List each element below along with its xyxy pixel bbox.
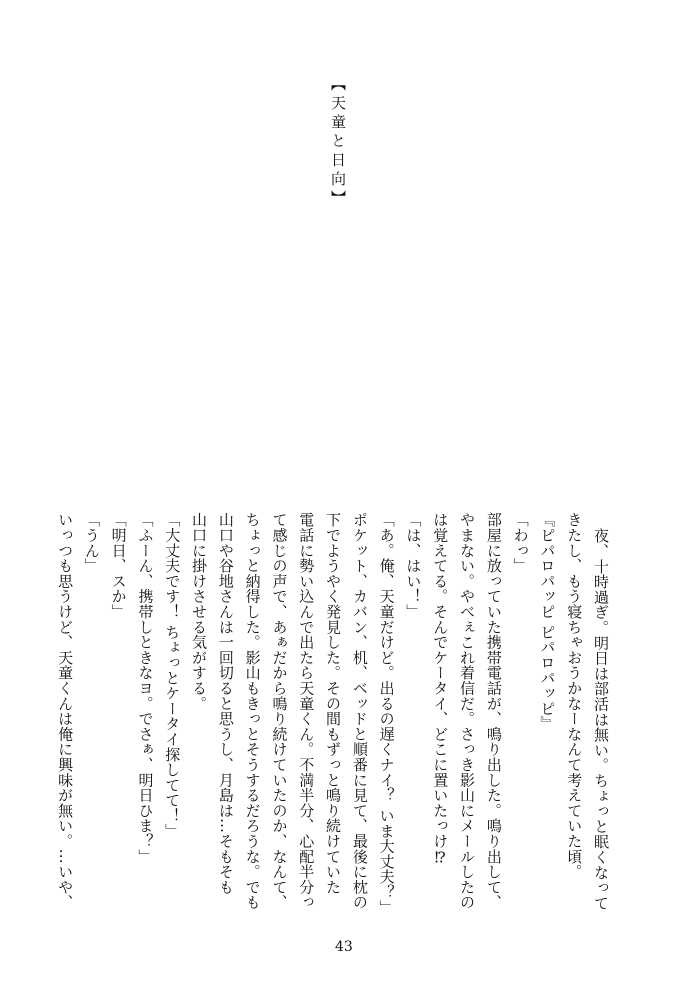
text-line: 「あ。俺、天童だけど。出るの遅くナイ？ いま大丈夫？」 bbox=[377, 512, 396, 915]
text-line: 「明日、スか」 bbox=[109, 512, 128, 620]
text-line: きたし、もう寝ちゃおうかなーなんて考えていた頃。 bbox=[565, 512, 584, 880]
text-line: 「わっ」 bbox=[511, 512, 530, 574]
chapter-title: 【天童と日向】 bbox=[329, 76, 347, 209]
text-line: は覚えてる。そんでケータイ、どこに置いたっけ⁉ bbox=[431, 512, 450, 867]
text-line: 「ふーん、携帯しときなヨ。でさぁ、明日ひま？」 bbox=[136, 512, 155, 864]
text-line: やまない。やべぇこれ着信だ。さっき影山にメールしたの bbox=[458, 512, 477, 910]
text-line: 「うん」 bbox=[82, 512, 101, 574]
text-line: 電話に勢い込んで出たら天童くん。不満半分、心配半分っ bbox=[297, 512, 316, 910]
text-line: 部屋に放っていた携帯電話が、鳴り出した。鳴り出して、 bbox=[484, 512, 503, 910]
text-line: 「は、はい！」 bbox=[404, 512, 423, 620]
text-line: 夜、十時過ぎ。明日は部活は無い。ちょっと眠くなって bbox=[592, 528, 610, 911]
body-text bbox=[51, 512, 614, 915]
text-line: 下でようやく発見した。その間もずっと鳴り続けていた bbox=[324, 512, 343, 895]
text-line: 「大丈夫です！ ちょっとケータイ探してて！」 bbox=[163, 512, 182, 839]
text-line: ポケット、カバン、机、ベッドと順番に見て、最後に枕の bbox=[350, 512, 369, 910]
text-line: いっつも思うけど、天童くんは俺に興味が無い。…いや、 bbox=[56, 512, 75, 910]
page-number: 43 bbox=[335, 939, 353, 955]
text-line: ちょっと納得した。影山もきっとそうするだろうな。でも bbox=[243, 512, 262, 910]
text-line: て感じの声で、あぁだから鳴り続けていたのか、なんて、 bbox=[270, 512, 289, 910]
text-line: 山口に掛けさせる気がする。 bbox=[190, 512, 209, 711]
text-line: 『ピパロパッピ ピパロパッピ』 bbox=[538, 512, 557, 732]
text-line: 山口や谷地さんは一回切ると思うし、月島は…そもそも bbox=[216, 512, 235, 895]
